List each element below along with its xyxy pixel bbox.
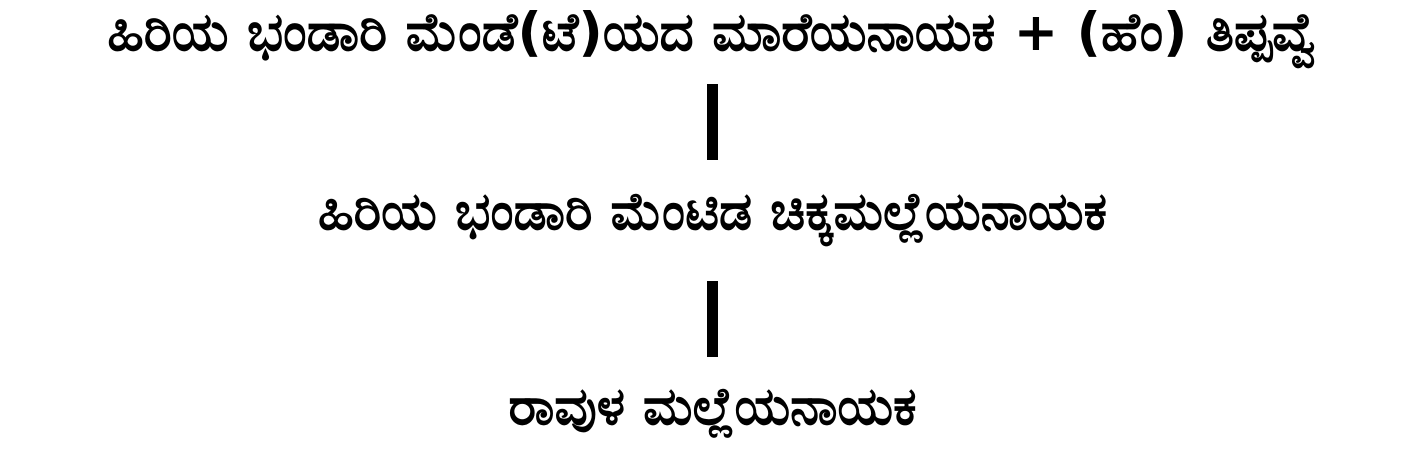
generation-1-node: ಹಿರಿಯ ಭಂಡಾರಿ ಮೆಂಡೆ(ಟೆ)ಯದ ಮಾರೆಯನಾಯಕ + (ಹೆಂ) ತಿಪ್ಪವ್ವೆ — [107, 2, 1318, 63]
connector-line-1 — [707, 84, 718, 160]
connector-line-2 — [707, 281, 718, 357]
generation-3-node: ರಾವುಳ ಮಲ್ಲೆಯನಾಯಕ — [508, 377, 917, 437]
generation-2-node: ಹಿರಿಯ ಭಂಡಾರಿ ಮೆಂಟಿಡ ಚಿಕ್ಕಮಲ್ಲೆಯನಾಯಕ — [317, 182, 1108, 242]
